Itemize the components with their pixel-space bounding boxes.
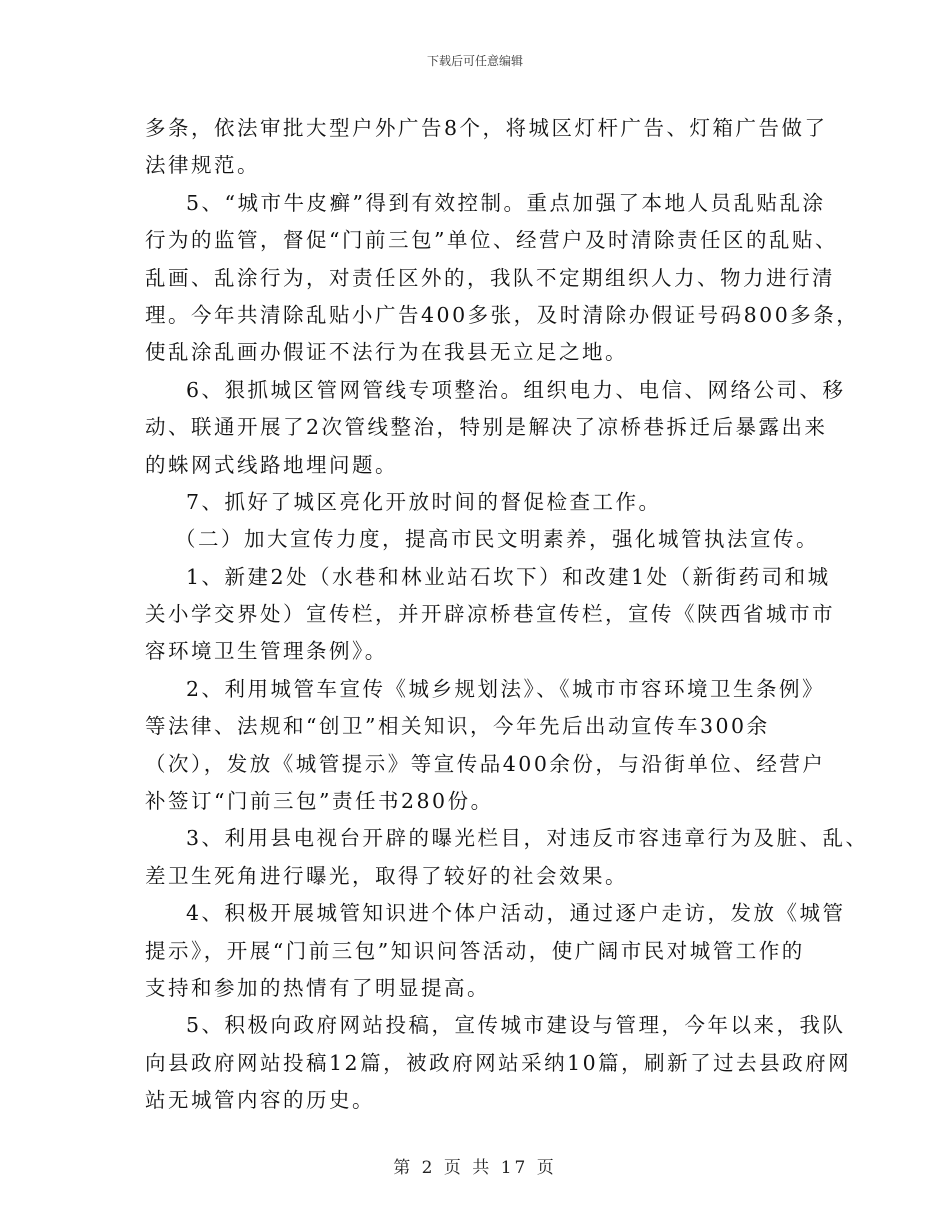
body-line: 1、新建2处（水巷和林业站石坎下）和改建1处（新街药司和城 <box>186 564 831 589</box>
body-line: 6、狠抓城区管网管线专项整治。组织电力、电信、网络公司、移 <box>186 377 846 402</box>
body-line: 站无城管内容的历史。 <box>145 1088 375 1113</box>
body-line: （次），发放《城管提示》等宣传品400余份，与沿街单位、经营户 <box>145 751 826 776</box>
body-line: 5、积极向政府网站投稿，宣传城市建设与管理，今年以来，我队 <box>186 1013 846 1038</box>
page-header-note: 下载后可任意编辑 <box>426 54 523 68</box>
body-line: 提示》，开展“门前三包”知识问答活动，使广阔市民对城管工作的 <box>145 938 805 963</box>
body-line: 3、利用县电视台开辟的曝光栏目，对违反市容违章行为及脏、乱、 <box>186 826 869 851</box>
body-line: 差卫生死角进行曝光，取得了较好的社会效果。 <box>145 863 628 888</box>
body-line: 2、利用城管车宣传《城乡规划法》、《城市市容环境卫生条例》 <box>186 676 826 701</box>
body-line: 等法律、法规和“创卫”相关知识，今年先后出动宣传车300余 <box>145 714 770 739</box>
body-line: 使乱涂乱画办假证不法行为在我县无立足之地。 <box>145 340 628 365</box>
body-line: 多条，依法审批大型户外广告8个，将城区灯杆广告、灯箱广告做了 <box>145 116 828 140</box>
body-line: 乱画、乱涂行为，对责任区外的，我队不定期组织人力、物力进行清 <box>145 265 835 290</box>
body-line: 的蛛网式线路地埋问题。 <box>145 452 398 477</box>
body-line: 5、“城市牛皮癣”得到有效控制。重点加强了本地人员乱贴乱涂 <box>186 190 826 215</box>
page-number-footer: 第 2 页 共 17 页 <box>393 1158 557 1178</box>
body-line: 行为的监管，督促“门前三包”单位、经营户及时清除责任区的乱贴、 <box>145 228 838 253</box>
body-line: 关小学交界处）宣传栏，并开辟凉桥巷宣传栏，宣传《陕西省城市市 <box>145 602 835 627</box>
body-line: 向县政府网站投稿12篇，被政府网站采纳10篇，刷新了过去县政府网 <box>145 1050 852 1075</box>
section-heading: （二）加大宣传力度，提高市民文明素养，强化城管执法宣传。 <box>175 527 819 552</box>
document-body <box>145 110 869 1120</box>
body-line: 支持和参加的热情有了明显提高。 <box>145 975 490 1000</box>
body-line: 理。今年共清除乱贴小广告400多张，及时清除办假证号码800多条， <box>145 302 860 327</box>
body-line: 补签订“门前三包”责任书280份。 <box>145 789 494 814</box>
body-line: 动、联通开展了2次管线整治，特别是解决了凉桥巷拆迁后暴露出来 <box>145 415 828 440</box>
body-line: 法律规范。 <box>145 153 260 178</box>
body-line: 容环境卫生管理条例》。 <box>145 639 388 664</box>
body-line: 4、积极开展城管知识进个体户活动，通过逐户走访，发放《城管 <box>186 901 846 926</box>
body-line: 7、抓好了城区亮化开放时间的督促检查工作。 <box>186 489 662 514</box>
